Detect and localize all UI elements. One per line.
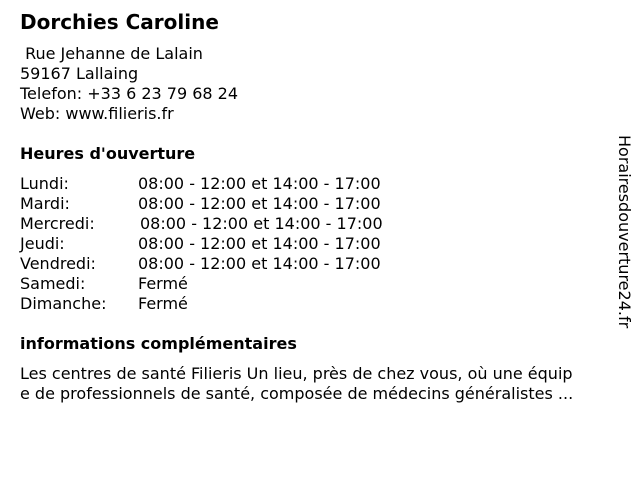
- info-text-line-2: e de professionnels de santé, composée de médecins généralistes ...: [20, 384, 574, 403]
- site-watermark: Horairesdouverture24.fr: [615, 135, 634, 329]
- day-label: Mardi:: [20, 194, 70, 213]
- info-text-line-1: Les centres de santé Filieris Un lieu, près de chez vous, où une équip: [20, 364, 573, 383]
- website: Web: www.filieris.fr: [20, 104, 174, 123]
- business-name: Dorchies Caroline: [20, 10, 219, 34]
- hours-value: 08:00 - 12:00 et 14:00 - 17:00: [138, 194, 381, 213]
- opening-hours-heading: Heures d'ouverture: [20, 144, 196, 163]
- hours-value: 08:00 - 12:00 et 14:00 - 17:00: [140, 214, 383, 233]
- hours-value: 08:00 - 12:00 et 14:00 - 17:00: [138, 254, 381, 273]
- additional-info-text: [20, 364, 620, 404]
- day-label: Vendredi:: [20, 254, 96, 273]
- hours-value: Fermé: [138, 274, 188, 293]
- day-label: Lundi:: [20, 174, 69, 193]
- hours-value: Fermé: [138, 294, 188, 313]
- hours-value: 08:00 - 12:00 et 14:00 - 17:00: [138, 234, 381, 253]
- hours-value: 08:00 - 12:00 et 14:00 - 17:00: [138, 174, 381, 193]
- phone-number: Telefon: +33 6 23 79 68 24: [20, 84, 239, 103]
- day-label: Jeudi:: [20, 234, 65, 253]
- city-postal: 59167 Lallaing: [20, 64, 139, 83]
- street-address: Rue Jehanne de Lalain: [20, 44, 203, 63]
- day-label: Samedi:: [20, 274, 86, 293]
- additional-info-heading: informations complémentaires: [20, 334, 297, 353]
- day-label: Mercredi:: [20, 214, 95, 233]
- address-block: [20, 44, 238, 124]
- day-label: Dimanche:: [20, 294, 107, 313]
